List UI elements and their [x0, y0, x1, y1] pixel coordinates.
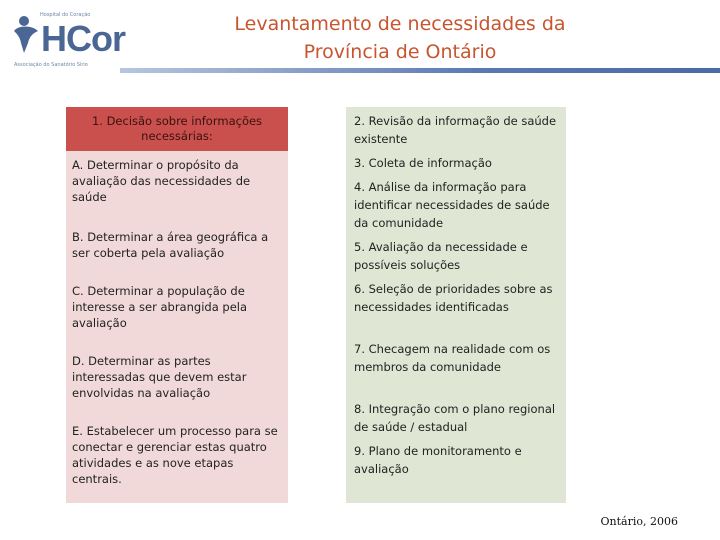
left-item-e: E. Estabelecer um processo para se conectar e gerenciar estas quatro atividades e as nove etapas centrais.: [72, 424, 278, 486]
right-item-9: 9. Plano de monitoramento e avaliação: [354, 444, 522, 476]
left-column-header: 1. Decisão sobre informações necessárias:: [66, 107, 288, 151]
left-item-d: D. Determinar as partes interessadas que devem estar envolvidas na avaliação: [72, 354, 247, 400]
right-item-8: 8. Integração com o plano regional de saúde / estadual: [354, 402, 556, 434]
heart-person-icon: [12, 13, 42, 57]
logo-brand: HCor: [41, 18, 125, 59]
right-item-2: 2. Revisão da informação de saúde existente: [354, 114, 557, 146]
logo-top-text: Hospital do Coração: [40, 12, 91, 18]
right-item-3: 3. Coleta de informação: [354, 156, 492, 170]
left-item-b: B. Determinar a área geográfica a ser coberta pela avaliação: [72, 230, 269, 260]
logo-bottom-text: Associação do Sanatório Sírio: [14, 62, 88, 68]
right-item-7: 7. Checagem na realidade com os membros da comunidade: [354, 342, 551, 374]
left-item-a: A. Determinar o propósito da avaliação das necessidades de saúde: [72, 158, 251, 204]
title-line-1: Levantamento de necessidades da: [234, 13, 566, 35]
title-line-2: Província de Ontário: [303, 41, 497, 63]
slide-title: [160, 10, 640, 66]
right-column: [346, 107, 566, 503]
left-item-c: C. Determinar a população de interesse a ser abrangida pela avaliação: [72, 284, 248, 330]
hcor-logo: [12, 8, 125, 70]
footer-caption: Ontário, 2006: [600, 515, 678, 528]
right-item-4: 4. Análise da informação para identificar necessidades de saúde da comunidade: [354, 180, 550, 230]
left-column: [66, 107, 288, 503]
right-item-5: 5. Avaliação da necessidade e possíveis soluções: [354, 240, 528, 272]
title-divider: [120, 68, 720, 73]
right-item-6: 6. Seleção de prioridades sobre as necessidades identificadas: [354, 282, 553, 314]
